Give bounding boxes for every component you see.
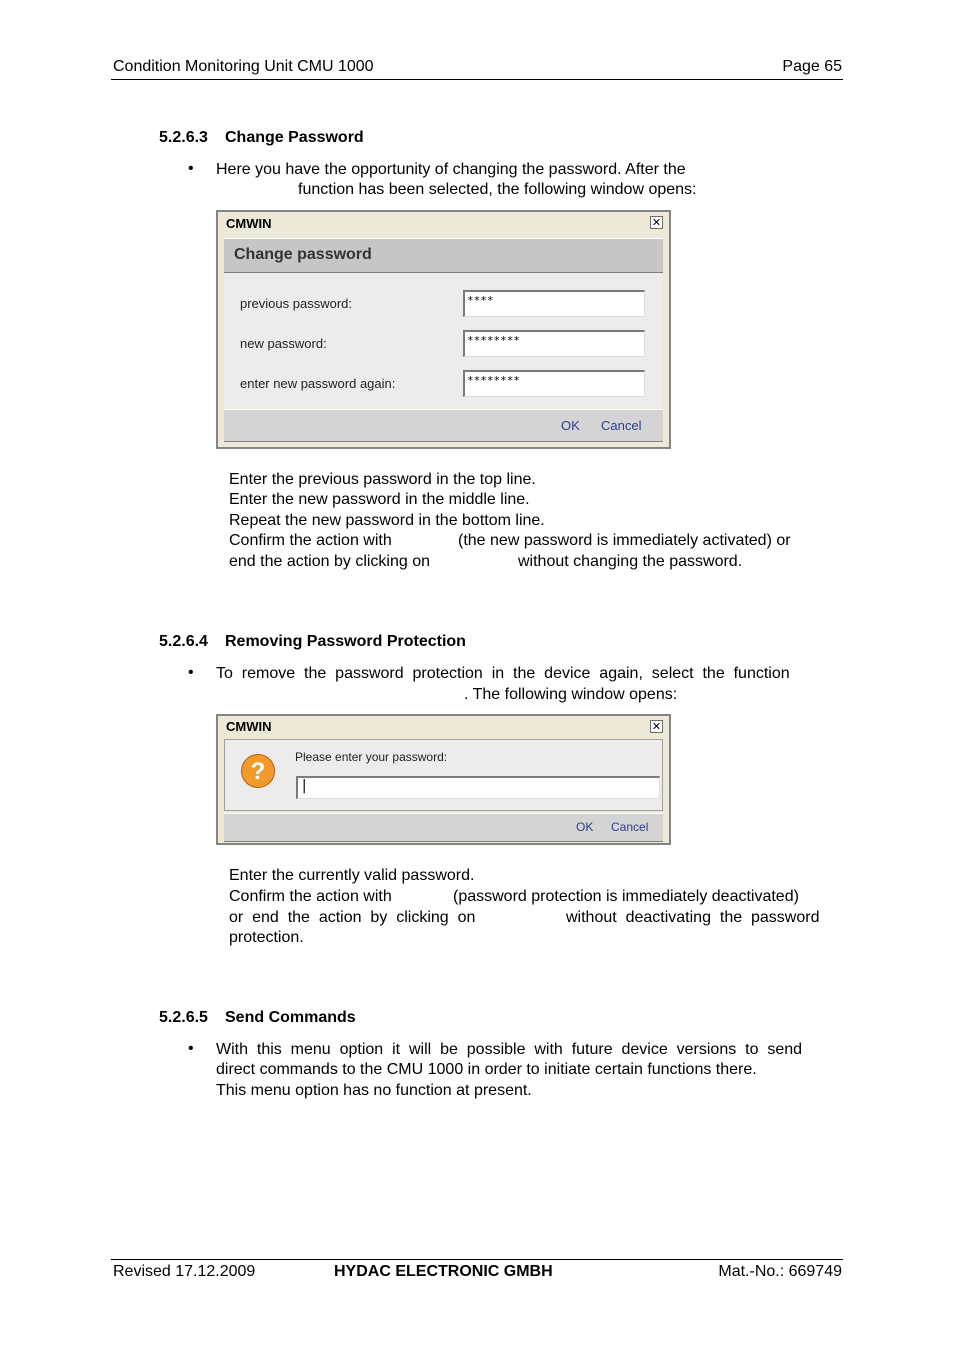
s1-bullet-line1: Here you have the opportunity of changing the password. After the <box>216 161 686 178</box>
footer-company: HYDAC ELECTRONIC GMBH <box>334 1263 553 1280</box>
s2-confirm-e: protection. <box>229 929 304 946</box>
dialog-button-bar <box>224 813 663 842</box>
s1-step-3: Repeat the new password in the bottom line. <box>229 512 545 529</box>
header-page-number: Page 65 <box>782 58 842 75</box>
previous-password-input[interactable]: **** <box>463 290 645 317</box>
s3-bullet-line3: This menu option has no function at present. <box>216 1082 532 1099</box>
header-rule <box>111 79 843 80</box>
s2-step-1: Enter the currently valid password. <box>229 867 475 884</box>
ok-button[interactable]: OK <box>576 820 594 834</box>
s1-step-2: Enter the new password in the middle line. <box>229 491 530 508</box>
header-title: Condition Monitoring Unit CMU 1000 <box>113 58 374 75</box>
footer-rule <box>111 1259 843 1260</box>
ok-button[interactable]: OK <box>561 418 580 433</box>
close-icon[interactable]: ✕ <box>651 216 662 229</box>
repeat-password-label: enter new password again: <box>240 376 396 391</box>
dialog-heading-band <box>224 238 663 273</box>
s2-bullet-line2: . The following window opens: <box>464 686 678 703</box>
s3-bullet-line1: With this menu option it will be possible with future device versions to send <box>216 1041 803 1058</box>
dialog-title: CMWIN <box>226 216 272 231</box>
bullet-marker <box>188 1040 194 1058</box>
s1-confirm-c: end the action by clicking on <box>229 553 431 570</box>
s1-confirm-b: (the new password is immediately activated) or <box>458 532 791 549</box>
s2-bullet-line1: To remove the password protection in the device again, select the function <box>216 665 790 682</box>
s1-bullet-line2: function has been selected, the following window opens: <box>298 181 697 198</box>
s2-confirm-d: without deactivating the password <box>566 909 820 926</box>
s2-confirm-c: or end the action by clicking on <box>229 909 476 926</box>
s1-confirm-a: Confirm the action with <box>229 532 392 549</box>
cancel-button[interactable]: Cancel <box>601 418 642 433</box>
bullet-marker <box>188 664 194 682</box>
footer-mat-no: Mat.-No.: 669749 <box>718 1263 842 1280</box>
s1-confirm-d: without changing the password. <box>518 553 743 570</box>
dialog-body <box>224 739 663 811</box>
dialog-heading: Change password <box>234 246 372 263</box>
s3-bullet-line2: direct commands to the CMU 1000 in order to initiate certain functions there. <box>216 1061 757 1078</box>
dialog-button-bar <box>224 409 663 442</box>
question-icon: ? <box>241 754 275 788</box>
s2-confirm-a: Confirm the action with <box>229 888 392 905</box>
bullet-marker <box>188 160 194 178</box>
section-heading-change-password: 5.2.6.3 Change Password <box>159 129 364 146</box>
dialog-form <box>224 273 663 408</box>
repeat-password-input[interactable]: ******** <box>463 370 645 397</box>
dialog-titlebar <box>218 212 669 234</box>
s2-confirm-b: (password protection is immediately deactivated) <box>453 888 799 905</box>
previous-password-label: previous password: <box>240 296 352 311</box>
cancel-button[interactable]: Cancel <box>611 820 649 834</box>
dialog-titlebar <box>218 716 669 736</box>
enter-password-dialog <box>216 714 671 845</box>
footer-revised: Revised 17.12.2009 <box>113 1263 256 1280</box>
section-heading-removing-protection: 5.2.6.4 Removing Password Protection <box>159 633 466 650</box>
password-prompt: Please enter your password: <box>295 750 448 764</box>
dialog-title: CMWIN <box>226 719 272 734</box>
close-icon[interactable]: ✕ <box>651 720 662 733</box>
password-input[interactable]: | <box>296 776 660 799</box>
new-password-label: new password: <box>240 336 327 351</box>
s1-step-1: Enter the previous password in the top line. <box>229 471 536 488</box>
change-password-dialog <box>216 210 671 449</box>
new-password-input[interactable]: ******** <box>463 330 645 357</box>
section-heading-send-commands: 5.2.6.5 Send Commands <box>159 1009 356 1026</box>
